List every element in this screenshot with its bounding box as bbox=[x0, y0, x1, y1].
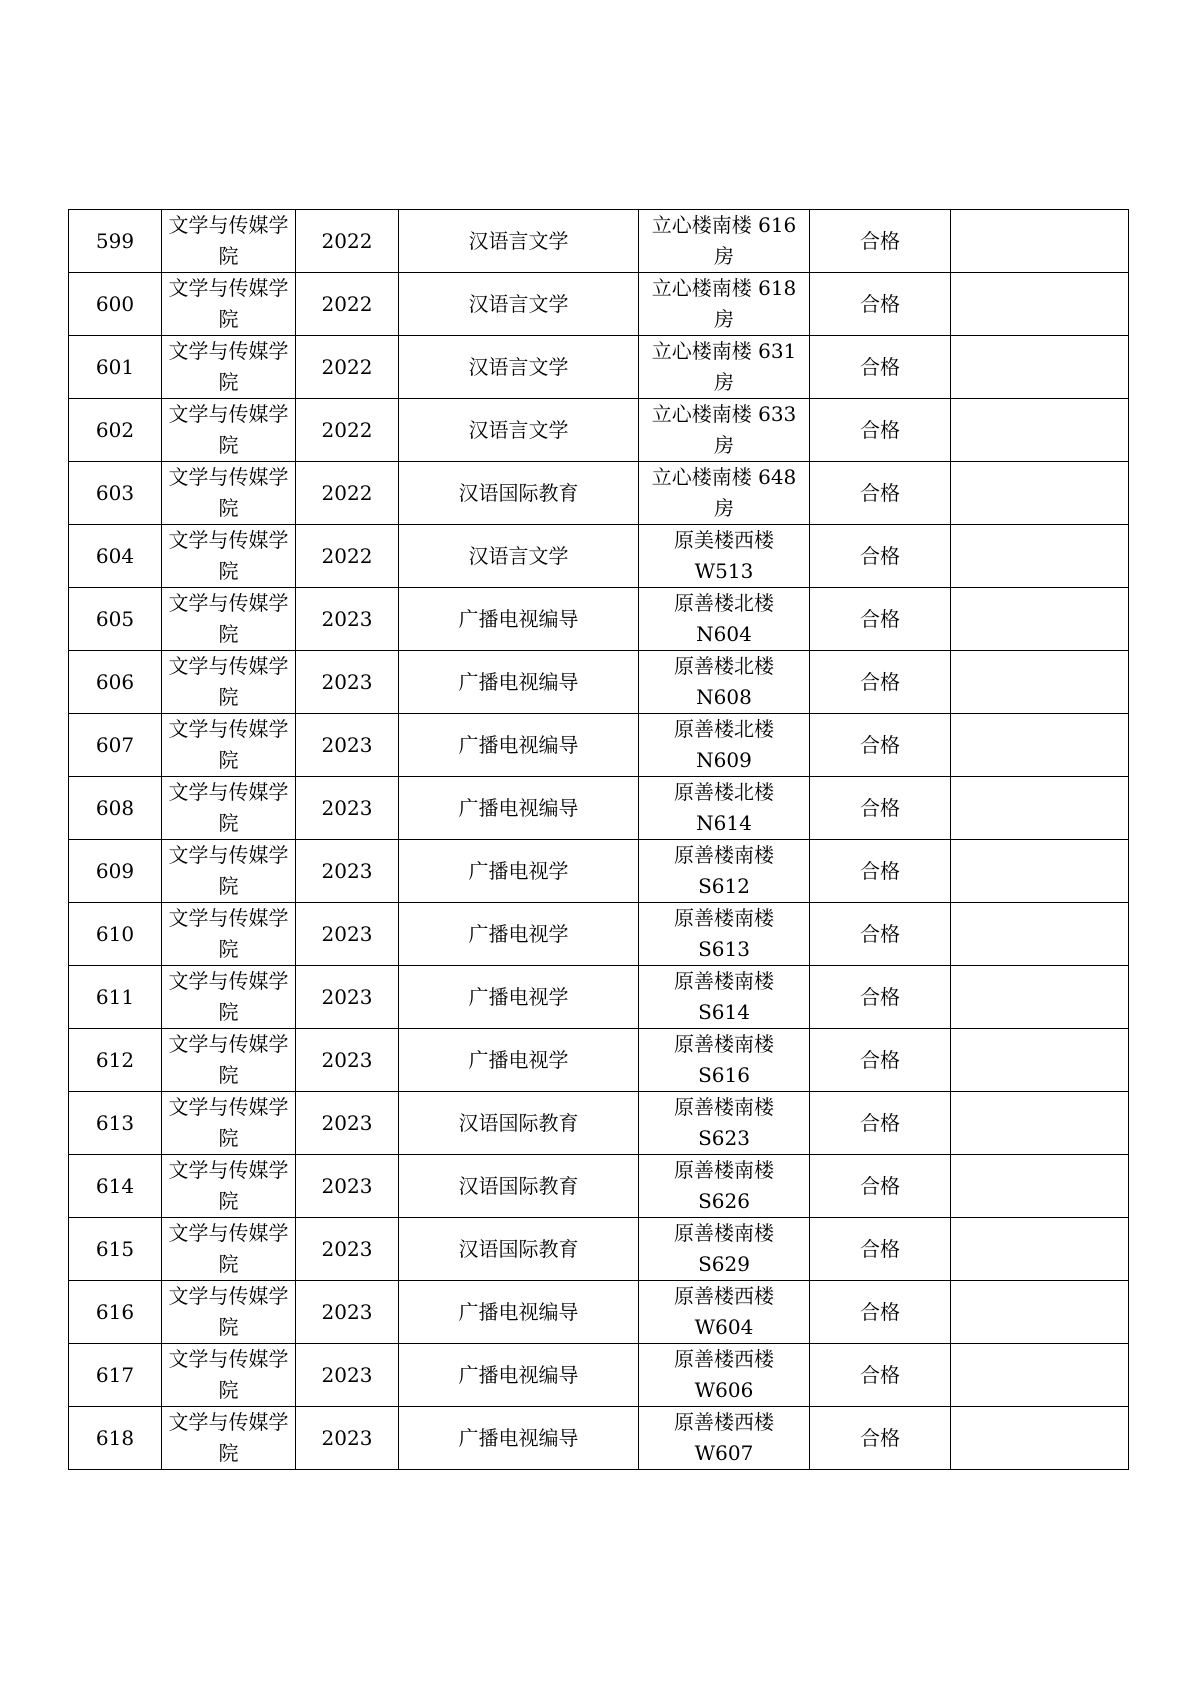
dorm-room-cell: 立心楼南楼 633 房 bbox=[639, 399, 810, 462]
row-number-cell: 603 bbox=[69, 462, 162, 525]
inspection-result-cell: 合格 bbox=[810, 1155, 951, 1218]
dorm-room-cell: 原善楼北楼 N608 bbox=[639, 651, 810, 714]
college-cell: 文学与传媒学院 bbox=[162, 588, 296, 651]
row-number-cell: 616 bbox=[69, 1281, 162, 1344]
grade-cell: 2023 bbox=[296, 777, 399, 840]
major-cell: 广播电视编导 bbox=[399, 1281, 639, 1344]
inspection-result-cell: 合格 bbox=[810, 210, 951, 273]
dorm-room-cell: 原善楼南楼 S623 bbox=[639, 1092, 810, 1155]
major-cell: 汉语言文学 bbox=[399, 210, 639, 273]
grade-cell: 2023 bbox=[296, 651, 399, 714]
grade-cell: 2023 bbox=[296, 903, 399, 966]
inspection-result-cell: 合格 bbox=[810, 1281, 951, 1344]
grade-cell: 2023 bbox=[296, 840, 399, 903]
remarks-cell bbox=[951, 399, 1129, 462]
inspection-result-cell: 合格 bbox=[810, 651, 951, 714]
college-cell: 文学与传媒学院 bbox=[162, 1407, 296, 1470]
college-cell: 文学与传媒学院 bbox=[162, 336, 296, 399]
table-row bbox=[69, 1092, 1129, 1155]
major-cell: 汉语国际教育 bbox=[399, 1092, 639, 1155]
remarks-cell bbox=[951, 462, 1129, 525]
table-row bbox=[69, 462, 1129, 525]
dorm-room-cell: 原美楼西楼 W513 bbox=[639, 525, 810, 588]
row-number-cell: 602 bbox=[69, 399, 162, 462]
grade-cell: 2023 bbox=[296, 1344, 399, 1407]
dorm-room-cell: 原善楼南楼 S616 bbox=[639, 1029, 810, 1092]
remarks-cell bbox=[951, 714, 1129, 777]
major-cell: 广播电视学 bbox=[399, 903, 639, 966]
row-number-cell: 618 bbox=[69, 1407, 162, 1470]
major-cell: 广播电视编导 bbox=[399, 1407, 639, 1470]
inspection-result-cell: 合格 bbox=[810, 840, 951, 903]
row-number-cell: 600 bbox=[69, 273, 162, 336]
row-number-cell: 609 bbox=[69, 840, 162, 903]
remarks-cell bbox=[951, 651, 1129, 714]
remarks-cell bbox=[951, 1029, 1129, 1092]
dorm-room-cell: 立心楼南楼 618 房 bbox=[639, 273, 810, 336]
remarks-cell bbox=[951, 525, 1129, 588]
college-cell: 文学与传媒学院 bbox=[162, 1281, 296, 1344]
remarks-cell bbox=[951, 1407, 1129, 1470]
row-number-cell: 606 bbox=[69, 651, 162, 714]
inspection-result-cell: 合格 bbox=[810, 462, 951, 525]
inspection-result-cell: 合格 bbox=[810, 525, 951, 588]
table-row bbox=[69, 1344, 1129, 1407]
inspection-result-cell: 合格 bbox=[810, 966, 951, 1029]
college-cell: 文学与传媒学院 bbox=[162, 840, 296, 903]
remarks-cell bbox=[951, 903, 1129, 966]
table-row bbox=[69, 1407, 1129, 1470]
college-cell: 文学与传媒学院 bbox=[162, 1029, 296, 1092]
table-row bbox=[69, 1155, 1129, 1218]
dorm-room-cell: 原善楼西楼 W606 bbox=[639, 1344, 810, 1407]
row-number-cell: 604 bbox=[69, 525, 162, 588]
dorm-room-cell: 原善楼南楼 S613 bbox=[639, 903, 810, 966]
grade-cell: 2023 bbox=[296, 714, 399, 777]
table-row bbox=[69, 1281, 1129, 1344]
table-row bbox=[69, 273, 1129, 336]
major-cell: 汉语国际教育 bbox=[399, 1155, 639, 1218]
college-cell: 文学与传媒学院 bbox=[162, 525, 296, 588]
table-row bbox=[69, 588, 1129, 651]
grade-cell: 2022 bbox=[296, 462, 399, 525]
college-cell: 文学与传媒学院 bbox=[162, 273, 296, 336]
row-number-cell: 615 bbox=[69, 1218, 162, 1281]
table-row bbox=[69, 714, 1129, 777]
remarks-cell bbox=[951, 1092, 1129, 1155]
grade-cell: 2022 bbox=[296, 336, 399, 399]
major-cell: 汉语言文学 bbox=[399, 273, 639, 336]
row-number-cell: 608 bbox=[69, 777, 162, 840]
major-cell: 广播电视学 bbox=[399, 1029, 639, 1092]
dorm-room-cell: 原善楼西楼 W604 bbox=[639, 1281, 810, 1344]
college-cell: 文学与传媒学院 bbox=[162, 777, 296, 840]
table-row bbox=[69, 525, 1129, 588]
dorm-room-cell: 原善楼南楼 S629 bbox=[639, 1218, 810, 1281]
table-row bbox=[69, 336, 1129, 399]
inspection-result-cell: 合格 bbox=[810, 1218, 951, 1281]
major-cell: 汉语言文学 bbox=[399, 399, 639, 462]
college-cell: 文学与传媒学院 bbox=[162, 903, 296, 966]
major-cell: 汉语言文学 bbox=[399, 336, 639, 399]
grade-cell: 2022 bbox=[296, 273, 399, 336]
remarks-cell bbox=[951, 1281, 1129, 1344]
remarks-cell bbox=[951, 966, 1129, 1029]
remarks-cell bbox=[951, 1155, 1129, 1218]
table-row bbox=[69, 966, 1129, 1029]
grade-cell: 2022 bbox=[296, 399, 399, 462]
row-number-cell: 614 bbox=[69, 1155, 162, 1218]
college-cell: 文学与传媒学院 bbox=[162, 966, 296, 1029]
grade-cell: 2023 bbox=[296, 1218, 399, 1281]
major-cell: 广播电视编导 bbox=[399, 1344, 639, 1407]
grade-cell: 2023 bbox=[296, 1092, 399, 1155]
inspection-result-cell: 合格 bbox=[810, 336, 951, 399]
remarks-cell bbox=[951, 1344, 1129, 1407]
dorm-room-cell: 原善楼南楼 S612 bbox=[639, 840, 810, 903]
remarks-cell bbox=[951, 336, 1129, 399]
grade-cell: 2022 bbox=[296, 525, 399, 588]
inspection-result-cell: 合格 bbox=[810, 777, 951, 840]
remarks-cell bbox=[951, 1218, 1129, 1281]
major-cell: 广播电视学 bbox=[399, 840, 639, 903]
major-cell: 广播电视编导 bbox=[399, 651, 639, 714]
inspection-result-cell: 合格 bbox=[810, 588, 951, 651]
major-cell: 广播电视学 bbox=[399, 966, 639, 1029]
table-row bbox=[69, 777, 1129, 840]
remarks-cell bbox=[951, 210, 1129, 273]
row-number-cell: 607 bbox=[69, 714, 162, 777]
row-number-cell: 599 bbox=[69, 210, 162, 273]
table-row bbox=[69, 210, 1129, 273]
dorm-room-cell: 原善楼西楼 W607 bbox=[639, 1407, 810, 1470]
grade-cell: 2023 bbox=[296, 1407, 399, 1470]
remarks-cell bbox=[951, 588, 1129, 651]
college-cell: 文学与传媒学院 bbox=[162, 399, 296, 462]
table-row bbox=[69, 1218, 1129, 1281]
major-cell: 汉语国际教育 bbox=[399, 462, 639, 525]
college-cell: 文学与传媒学院 bbox=[162, 714, 296, 777]
dorm-room-cell: 原善楼北楼 N604 bbox=[639, 588, 810, 651]
inspection-result-cell: 合格 bbox=[810, 714, 951, 777]
inspection-result-cell: 合格 bbox=[810, 903, 951, 966]
college-cell: 文学与传媒学院 bbox=[162, 1218, 296, 1281]
inspection-result-cell: 合格 bbox=[810, 1407, 951, 1470]
grade-cell: 2023 bbox=[296, 588, 399, 651]
inspection-result-cell: 合格 bbox=[810, 399, 951, 462]
row-number-cell: 610 bbox=[69, 903, 162, 966]
major-cell: 广播电视编导 bbox=[399, 777, 639, 840]
major-cell: 广播电视编导 bbox=[399, 714, 639, 777]
dorm-room-cell: 原善楼南楼 S614 bbox=[639, 966, 810, 1029]
inspection-result-cell: 合格 bbox=[810, 1344, 951, 1407]
row-number-cell: 613 bbox=[69, 1092, 162, 1155]
dorm-room-cell: 立心楼南楼 648 房 bbox=[639, 462, 810, 525]
inspection-result-cell: 合格 bbox=[810, 1029, 951, 1092]
dorm-room-cell: 原善楼北楼 N609 bbox=[639, 714, 810, 777]
dorm-room-cell: 立心楼南楼 631 房 bbox=[639, 336, 810, 399]
college-cell: 文学与传媒学院 bbox=[162, 210, 296, 273]
dorm-room-cell: 立心楼南楼 616 房 bbox=[639, 210, 810, 273]
major-cell: 汉语国际教育 bbox=[399, 1218, 639, 1281]
table-row bbox=[69, 399, 1129, 462]
row-number-cell: 605 bbox=[69, 588, 162, 651]
college-cell: 文学与传媒学院 bbox=[162, 1155, 296, 1218]
row-number-cell: 611 bbox=[69, 966, 162, 1029]
table-row bbox=[69, 840, 1129, 903]
major-cell: 广播电视编导 bbox=[399, 588, 639, 651]
remarks-cell bbox=[951, 273, 1129, 336]
inspection-result-cell: 合格 bbox=[810, 1092, 951, 1155]
table-body bbox=[69, 210, 1129, 1470]
major-cell: 汉语言文学 bbox=[399, 525, 639, 588]
college-cell: 文学与传媒学院 bbox=[162, 651, 296, 714]
grade-cell: 2023 bbox=[296, 966, 399, 1029]
college-cell: 文学与传媒学院 bbox=[162, 462, 296, 525]
row-number-cell: 612 bbox=[69, 1029, 162, 1092]
dormitory-inspection-table bbox=[68, 209, 1129, 1470]
grade-cell: 2022 bbox=[296, 210, 399, 273]
grade-cell: 2023 bbox=[296, 1155, 399, 1218]
table-row bbox=[69, 903, 1129, 966]
college-cell: 文学与传媒学院 bbox=[162, 1092, 296, 1155]
remarks-cell bbox=[951, 777, 1129, 840]
row-number-cell: 617 bbox=[69, 1344, 162, 1407]
row-number-cell: 601 bbox=[69, 336, 162, 399]
remarks-cell bbox=[951, 840, 1129, 903]
dorm-room-cell: 原善楼北楼 N614 bbox=[639, 777, 810, 840]
college-cell: 文学与传媒学院 bbox=[162, 1344, 296, 1407]
table-row bbox=[69, 1029, 1129, 1092]
grade-cell: 2023 bbox=[296, 1281, 399, 1344]
dorm-room-cell: 原善楼南楼 S626 bbox=[639, 1155, 810, 1218]
table-row bbox=[69, 651, 1129, 714]
inspection-result-cell: 合格 bbox=[810, 273, 951, 336]
grade-cell: 2023 bbox=[296, 1029, 399, 1092]
